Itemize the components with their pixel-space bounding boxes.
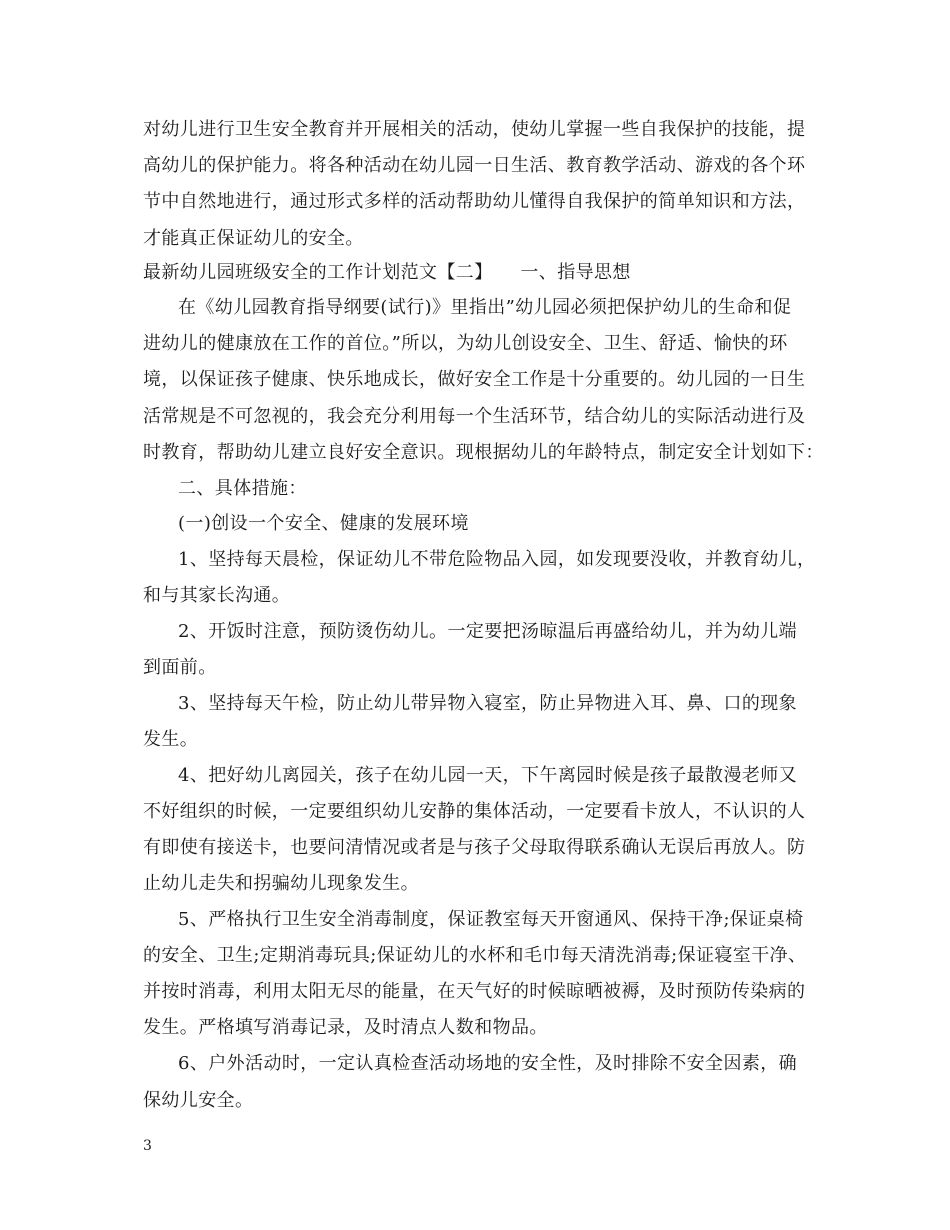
text-line: 进幼儿的健康放在工作的首位。”所以，为幼儿创设安全、卫生、舒适、愉快的环 xyxy=(143,333,788,354)
text-line: 时教育，帮助幼儿建立良好安全意识。现根据幼儿的年龄特点，制定安全计划如下： xyxy=(143,442,824,463)
subheading: 二、具体措施： xyxy=(178,478,307,499)
list-item-line: 5、严格执行卫生安全消毒制度，保证教室每天开窗通风、保持干净;保证桌椅 xyxy=(178,909,804,930)
list-item-line: 4、把好幼儿离园关，孩子在幼儿园一天，下午离园时候是孩子最散漫老师又 xyxy=(178,765,798,786)
list-item-line: 2、开饭时注意，预防烫伤幼儿。一定要把汤晾温后再盛给幼儿，并为幼儿端 xyxy=(178,621,798,642)
list-item-line: 3、坚持每天午检，防止幼儿带异物入寝室，防止异物进入耳、鼻、口的现象 xyxy=(178,693,798,714)
text-line: 发生。 xyxy=(143,729,199,750)
text-line: 到面前。 xyxy=(143,657,217,678)
section-heading: 最新幼儿园班级安全的工作计划范文【二】 一、指导思想 xyxy=(143,262,631,283)
text-line: 和与其家长沟通。 xyxy=(143,585,291,606)
list-item-line: 6、户外活动时，一定认真检查活动场地的安全性，及时排除不安全因素，确 xyxy=(178,1053,798,1074)
text-line: 发生。严格填写消毒记录，及时清点人数和物品。 xyxy=(143,1017,548,1038)
text-line: 对幼儿进行卫生安全教育并开展相关的活动，使幼儿掌握一些自我保护的技能，提 xyxy=(143,119,806,140)
text-line: 才能真正保证幼儿的安全。 xyxy=(143,228,364,249)
text-line: 高幼儿的保护能力。将各种活动在幼儿园一日生活、教育教学活动、游戏的各个环 xyxy=(143,155,806,176)
text-line: 保幼儿安全。 xyxy=(143,1090,254,1111)
text-line: 止幼儿走失和拐骗幼儿现象发生。 xyxy=(143,873,419,894)
page-number: 3 xyxy=(143,1138,152,1154)
subheading: (一)创设一个安全、健康的发展环境 xyxy=(178,513,469,534)
text-line: 活常规是不可忽视的，我会充分利用每一个生活环节，结合幼儿的实际活动进行及 xyxy=(143,406,806,427)
text-line: 有即使有接送卡，也要问清情况或者是与孩子父母取得联系确认无误后再放人。防 xyxy=(143,837,806,858)
text-line: 不好组织的时候，一定要组织幼儿安静的集体活动，一定要看卡放人，不认识的人 xyxy=(143,801,806,822)
text-line: 节中自然地进行，通过形式多样的活动帮助幼儿懂得自我保护的简单知识和方法， xyxy=(143,191,806,212)
text-line: 在《幼儿园教育指导纲要(试行)》里指出”幼儿园必须把保护幼儿的生命和促 xyxy=(178,297,792,318)
text-line: 并按时消毒，利用太阳无尽的能量，在天气好的时候晾晒被褥，及时预防传染病的 xyxy=(143,981,806,1002)
text-line: 境，以保证孩子健康、快乐地成长，做好安全工作是十分重要的。幼儿园的一日生 xyxy=(143,369,806,390)
text-line: 的安全、卫生;定期消毒玩具;保证幼儿的水杯和毛巾每天清洗消毒;保证寝室干净、 xyxy=(143,945,807,966)
list-item-line: 1、坚持每天晨检，保证幼儿不带危险物品入园，如发现要没收，并教育幼儿， xyxy=(178,549,816,570)
